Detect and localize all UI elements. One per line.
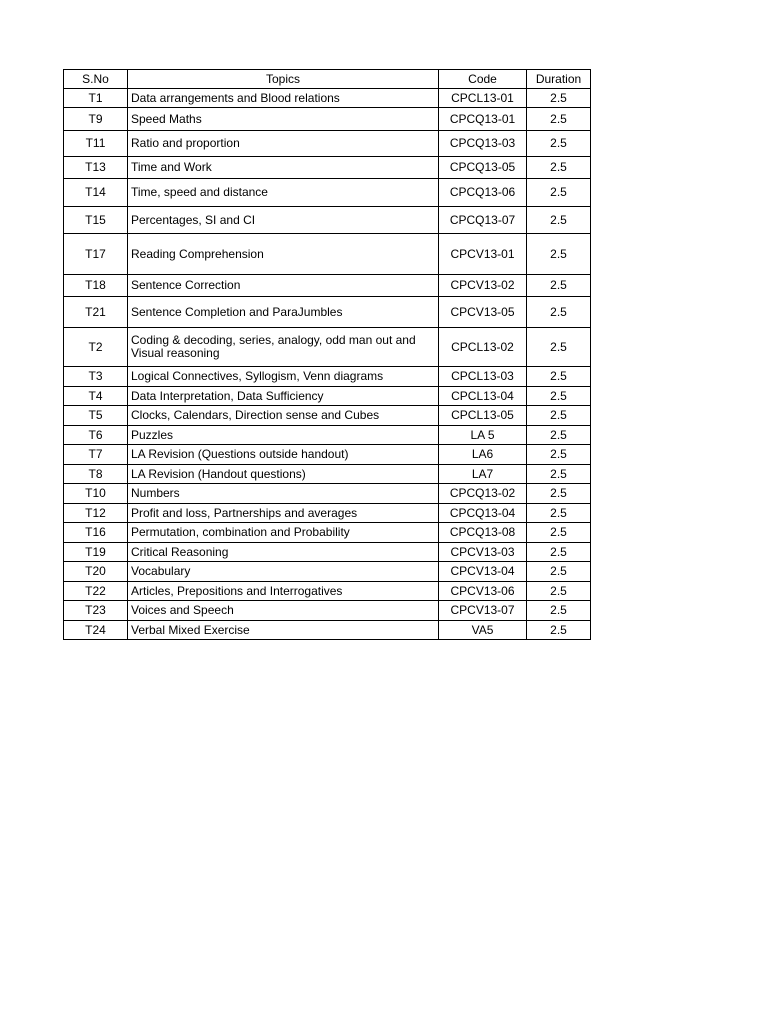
cell-topic: Coding & decoding, series, analogy, odd man out and Visual reasoning	[128, 328, 439, 367]
table-row	[64, 157, 591, 179]
cell-code: VA5	[439, 621, 527, 640]
cell-topic: Logical Connectives, Syllogism, Venn diagrams	[128, 367, 439, 387]
topic-schedule-table	[63, 69, 591, 640]
cell-topic: Articles, Prepositions and Interrogatives	[128, 582, 439, 601]
cell-sno: T24	[64, 621, 128, 640]
cell-code: LA7	[439, 465, 527, 484]
cell-topic: Verbal Mixed Exercise	[128, 621, 439, 640]
table-row	[64, 445, 591, 465]
cell-topic: Profit and loss, Partnerships and averages	[128, 504, 439, 523]
cell-sno: T6	[64, 426, 128, 445]
table-row	[64, 108, 591, 131]
cell-sno: T2	[64, 328, 128, 367]
cell-duration: 2.5	[527, 387, 591, 406]
cell-sno: T16	[64, 523, 128, 543]
cell-code: CPCQ13-06	[439, 179, 527, 207]
table-row	[64, 426, 591, 445]
cell-topic: Voices and Speech	[128, 601, 439, 621]
cell-topic: Permutation, combination and Probability	[128, 523, 439, 543]
cell-topic: Time and Work	[128, 157, 439, 179]
cell-duration: 2.5	[527, 426, 591, 445]
cell-duration: 2.5	[527, 582, 591, 601]
table-row	[64, 504, 591, 523]
cell-code: CPCL13-04	[439, 387, 527, 406]
cell-topic: Puzzles	[128, 426, 439, 445]
table-row	[64, 328, 591, 367]
cell-sno: T3	[64, 367, 128, 387]
cell-duration: 2.5	[527, 504, 591, 523]
cell-topic: LA Revision (Handout questions)	[128, 465, 439, 484]
cell-sno: T20	[64, 562, 128, 582]
cell-topic: Ratio and proportion	[128, 131, 439, 157]
cell-sno: T14	[64, 179, 128, 207]
cell-code: CPCL13-02	[439, 328, 527, 367]
table-row	[64, 179, 591, 207]
cell-sno: T22	[64, 582, 128, 601]
cell-duration: 2.5	[527, 562, 591, 582]
cell-topic: Speed Maths	[128, 108, 439, 131]
cell-sno: T1	[64, 89, 128, 108]
cell-duration: 2.5	[527, 406, 591, 426]
cell-duration: 2.5	[527, 328, 591, 367]
cell-sno: T5	[64, 406, 128, 426]
cell-code: CPCQ13-07	[439, 207, 527, 234]
header-topics: Topics	[128, 70, 439, 89]
header-sno: S.No	[64, 70, 128, 89]
cell-code: CPCQ13-04	[439, 504, 527, 523]
cell-code: CPCQ13-03	[439, 131, 527, 157]
cell-topic: Vocabulary	[128, 562, 439, 582]
cell-code: CPCL13-05	[439, 406, 527, 426]
cell-duration: 2.5	[527, 157, 591, 179]
table-row	[64, 484, 591, 504]
cell-sno: T21	[64, 297, 128, 328]
cell-duration: 2.5	[527, 621, 591, 640]
cell-topic: Data arrangements and Blood relations	[128, 89, 439, 108]
cell-topic: Data Interpretation, Data Sufficiency	[128, 387, 439, 406]
schedule-sheet	[63, 69, 591, 640]
header-duration: Duration	[527, 70, 591, 89]
cell-topic: Clocks, Calendars, Direction sense and Cubes	[128, 406, 439, 426]
table-row	[64, 275, 591, 297]
header-row	[64, 70, 591, 89]
cell-code: CPCQ13-05	[439, 157, 527, 179]
table-row	[64, 601, 591, 621]
cell-sno: T7	[64, 445, 128, 465]
cell-duration: 2.5	[527, 179, 591, 207]
cell-code: CPCV13-03	[439, 543, 527, 562]
table-row	[64, 367, 591, 387]
cell-code: CPCQ13-01	[439, 108, 527, 131]
cell-code: LA6	[439, 445, 527, 465]
cell-code: CPCQ13-02	[439, 484, 527, 504]
header-code: Code	[439, 70, 527, 89]
cell-duration: 2.5	[527, 131, 591, 157]
table-row	[64, 406, 591, 426]
table-row	[64, 131, 591, 157]
cell-sno: T15	[64, 207, 128, 234]
table-body	[64, 89, 591, 640]
cell-code: LA 5	[439, 426, 527, 445]
table-row	[64, 465, 591, 484]
cell-code: CPCV13-06	[439, 582, 527, 601]
table-row	[64, 523, 591, 543]
cell-topic: Sentence Completion and ParaJumbles	[128, 297, 439, 328]
cell-sno: T12	[64, 504, 128, 523]
cell-duration: 2.5	[527, 543, 591, 562]
table-row	[64, 387, 591, 406]
cell-duration: 2.5	[527, 465, 591, 484]
cell-duration: 2.5	[527, 367, 591, 387]
cell-duration: 2.5	[527, 234, 591, 275]
cell-topic: Time, speed and distance	[128, 179, 439, 207]
cell-sno: T17	[64, 234, 128, 275]
cell-duration: 2.5	[527, 523, 591, 543]
cell-sno: T9	[64, 108, 128, 131]
cell-duration: 2.5	[527, 108, 591, 131]
table-row	[64, 297, 591, 328]
cell-topic: Percentages, SI and CI	[128, 207, 439, 234]
cell-duration: 2.5	[527, 207, 591, 234]
cell-code: CPCV13-04	[439, 562, 527, 582]
table-row	[64, 621, 591, 640]
cell-sno: T4	[64, 387, 128, 406]
cell-duration: 2.5	[527, 297, 591, 328]
cell-sno: T11	[64, 131, 128, 157]
cell-duration: 2.5	[527, 445, 591, 465]
cell-code: CPCL13-03	[439, 367, 527, 387]
cell-sno: T19	[64, 543, 128, 562]
table-row	[64, 234, 591, 275]
cell-code: CPCL13-01	[439, 89, 527, 108]
cell-sno: T23	[64, 601, 128, 621]
cell-topic: Reading Comprehension	[128, 234, 439, 275]
cell-sno: T18	[64, 275, 128, 297]
cell-code: CPCV13-01	[439, 234, 527, 275]
cell-code: CPCV13-07	[439, 601, 527, 621]
cell-code: CPCV13-05	[439, 297, 527, 328]
cell-topic: LA Revision (Questions outside handout)	[128, 445, 439, 465]
cell-code: CPCQ13-08	[439, 523, 527, 543]
table-row	[64, 562, 591, 582]
cell-topic: Critical Reasoning	[128, 543, 439, 562]
table-row	[64, 207, 591, 234]
cell-duration: 2.5	[527, 601, 591, 621]
cell-duration: 2.5	[527, 275, 591, 297]
table-row	[64, 543, 591, 562]
cell-topic: Sentence Correction	[128, 275, 439, 297]
table-row	[64, 582, 591, 601]
cell-code: CPCV13-02	[439, 275, 527, 297]
cell-topic: Numbers	[128, 484, 439, 504]
cell-duration: 2.5	[527, 484, 591, 504]
cell-sno: T13	[64, 157, 128, 179]
cell-duration: 2.5	[527, 89, 591, 108]
cell-sno: T8	[64, 465, 128, 484]
table-row	[64, 89, 591, 108]
cell-sno: T10	[64, 484, 128, 504]
